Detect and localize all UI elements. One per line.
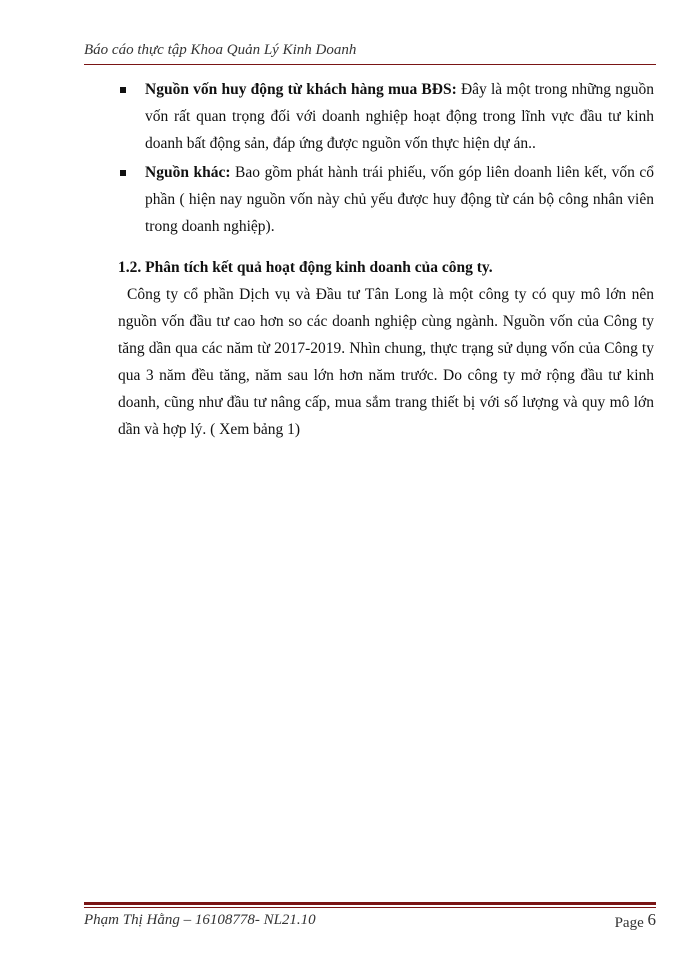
section-heading: 1.2. Phân tích kết quả hoạt động kinh doanh của công ty.	[118, 259, 493, 276]
square-bullet-icon	[120, 87, 126, 93]
bullet-item	[118, 76, 654, 157]
footer-divider-thick	[84, 902, 656, 905]
page-body	[118, 76, 654, 443]
bullet-item	[118, 159, 654, 240]
page-label: Page	[614, 915, 644, 931]
page-header-title: Báo cáo thực tập Khoa Quản Lý Kinh Doanh	[84, 42, 357, 58]
bullet-text: Bao gồm phát hành trái phiếu, vốn góp liên doanh liên kết, vốn cổ phần ( hiện nay nguồn vốn này chủ yếu được huy động từ cán bộ công nhân viên trong doanh nghiệp).	[145, 164, 654, 235]
footer-author: Phạm Thị Hằng – 16108778- NL21.10	[84, 912, 316, 928]
page-number: 6	[647, 910, 656, 929]
footer-divider-thin	[84, 907, 656, 908]
bullet-text: Đây là một trong những nguồn vốn rất quan trọng đối với doanh nghiệp hoạt động trong lĩnh vực đầu tư kinh doanh bất động sản, đáp ứng được nguồn vốn thực hiện dự án..	[145, 81, 654, 152]
section-paragraph: Công ty cổ phần Dịch vụ và Đầu tư Tân Long là một công ty có quy mô lớn nên nguồn vốn đầu tư cao hơn so các doanh nghiệp cùng ngành. Nguồn vốn của Công ty tăng dần qua các năm từ 2017-2019. Nhìn chung, thực trạng sử dụng vốn của Công ty qua 3 năm đều tăng, năm sau lớn hơn năm trước. Do công ty mở rộng đầu tư kinh doanh, cũng như đầu tư nâng cấp, mua sắm trang thiết bị với số lượng và quy mô lớn dần và hợp lý. ( Xem bảng 1)	[118, 286, 654, 438]
bullet-lead: Nguồn vốn huy động từ khách hàng mua BĐS:	[145, 81, 457, 98]
square-bullet-icon	[120, 170, 126, 176]
bullet-lead: Nguồn khác:	[145, 164, 231, 181]
footer-page	[615, 910, 656, 932]
header-divider	[84, 64, 656, 65]
